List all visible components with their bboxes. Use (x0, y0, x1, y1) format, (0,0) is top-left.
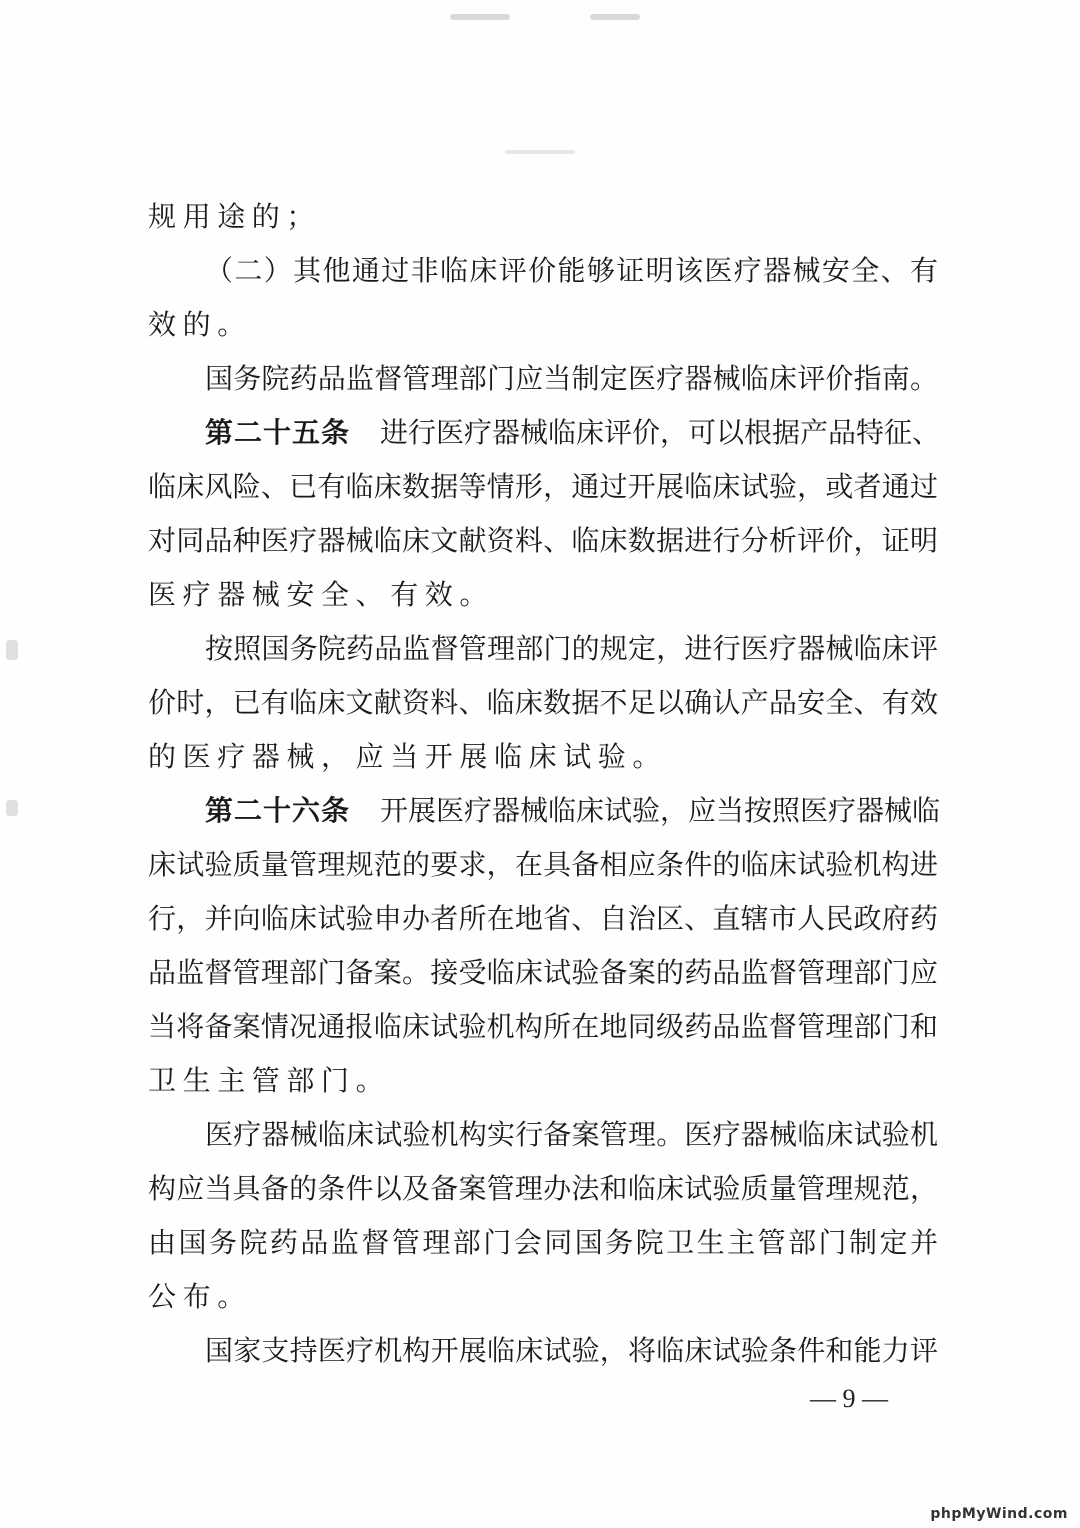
scan-artifact (450, 14, 510, 20)
line-text: 的医疗器械，应当开展临床试验。 (148, 740, 668, 773)
text-line (148, 838, 938, 892)
line-text: 按照国务院药品监督管理部门的规定，进行医疗器械临床评 (205, 632, 938, 665)
text-line (148, 190, 938, 244)
text-line (148, 1054, 938, 1108)
document-body (148, 190, 941, 1378)
scan-artifact (590, 14, 640, 20)
line-text: 进行医疗器械临床评价，可以根据产品特征、 (380, 416, 941, 449)
line-text: 当将备案情况通报临床试验机构所在地同级药品监督管理部门和 (148, 1010, 938, 1043)
text-line (148, 460, 938, 514)
text-line (148, 1000, 938, 1054)
text-line (148, 730, 938, 784)
text-line (148, 298, 938, 352)
site-watermark: phpMyWind.com (930, 1506, 1068, 1522)
line-text: 对同品种医疗器械临床文献资料、临床数据进行分析评价，证明 (148, 524, 938, 557)
text-line (148, 676, 938, 730)
line-text: 规用途的； (148, 200, 322, 233)
line-text: 价时，已有临床文献资料、临床数据不足以确认产品安全、有效 (148, 686, 938, 719)
text-line (148, 1324, 938, 1378)
line-text: 医疗器械安全、有效。 (148, 578, 495, 611)
text-line (148, 622, 938, 676)
article-heading-line (148, 406, 941, 460)
line-text: 品监督管理部门备案。接受临床试验备案的药品监督管理部门应 (148, 956, 938, 989)
article-number: 第二十六条 (205, 794, 351, 827)
line-text: 临床风险、已有临床数据等情形，通过开展临床试验，或者通过 (148, 470, 938, 503)
line-text: 构应当具备的条件以及备案管理办法和临床试验质量管理规范， (148, 1172, 938, 1205)
scan-artifact (6, 640, 18, 660)
line-text: 公布。 (148, 1280, 252, 1313)
text-line (148, 514, 938, 568)
text-line (148, 892, 938, 946)
line-text: 行，并向临床试验申办者所在地省、自治区、直辖市人民政府药 (148, 902, 938, 935)
text-line (148, 946, 938, 1000)
article-number: 第二十五条 (205, 416, 351, 449)
page-number: — 9 — (810, 1384, 888, 1413)
text-line (148, 1108, 938, 1162)
scan-artifact (505, 150, 575, 154)
line-text: （二）其他通过非临床评价能够证明该医疗器械安全、有 (205, 254, 938, 287)
line-text: 国务院药品监督管理部门应当制定医疗器械临床评价指南。 (205, 362, 938, 395)
scan-artifact (6, 800, 18, 816)
article-heading-line (148, 784, 941, 838)
text-line (148, 1162, 938, 1216)
line-text: 国家支持医疗机构开展临床试验，将临床试验条件和能力评 (205, 1334, 938, 1367)
text-line (148, 568, 938, 622)
text-line (148, 1270, 938, 1324)
text-line (148, 352, 938, 406)
line-text: 医疗器械临床试验机构实行备案管理。医疗器械临床试验机 (205, 1118, 938, 1151)
line-text: 效的。 (148, 308, 252, 341)
text-line (148, 1216, 938, 1270)
line-text: 床试验质量管理规范的要求，在具备相应条件的临床试验机构进 (148, 848, 938, 881)
line-text: 由国务院药品监督管理部门会同国务院卫生主管部门制定并 (148, 1226, 938, 1259)
line-text: 开展医疗器械临床试验，应当按照医疗器械临 (380, 794, 941, 827)
text-line (148, 244, 938, 298)
line-text: 卫生主管部门。 (148, 1064, 391, 1097)
